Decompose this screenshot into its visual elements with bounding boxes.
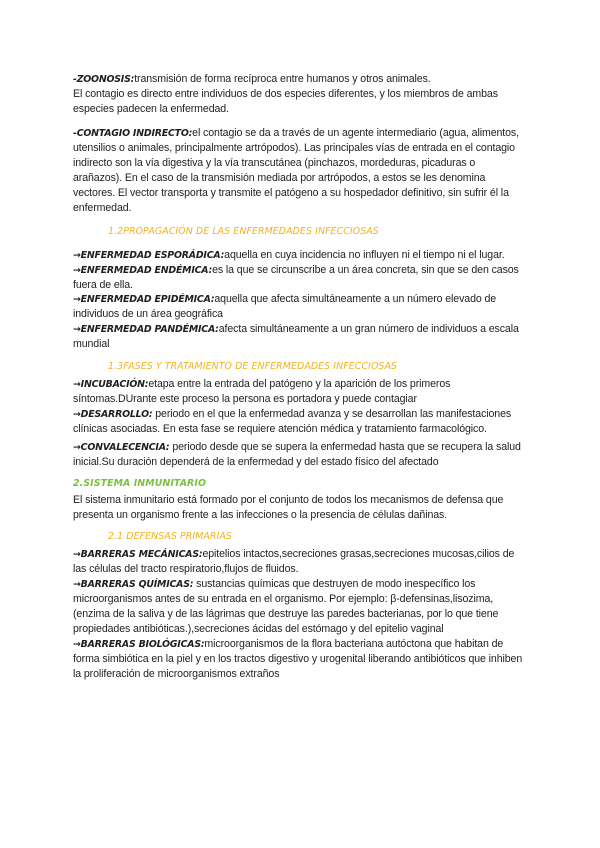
contagio-indirecto-text: el contagio se da a través de un agente intermediario (agua, alimentos, utensilios o animales, principalmente artrópodos). Las principales vías de entrada en el contagio indirecto son la vía digestiva y la vía transcutánea (pinchazos, mordeduras, picaduras o arañazos). En el caso de la transmisión mediada por artrópodos, a estos se les denomina vectores. El vector transporta y transmite el patógeno a su hospedador definitivo, sin sufrir él la enfermedad. <box>73 127 519 214</box>
item-term: →CONVALECENCIA: <box>73 442 170 453</box>
item-text: etapa entre la entrada del patógeno y la aparición de los primeros síntomas.DUrante este proceso la persona es portadora y puede contagiar <box>73 378 451 405</box>
zoonosis-text-2: El contagio es directo entre individuos de dos especies diferentes, y los miembros de ambas especies padecen la enfermedad. <box>73 88 498 115</box>
item-term: →ENFERMEDAD ESPORÁDICA: <box>73 250 225 261</box>
item-term: →INCUBACIÓN: <box>73 379 149 390</box>
item-text: sustancias químicas que destruyen de modo inespecífico los microorganismos antes de su entrada en el organismo. Por ejemplo: β-defensinas,lisozima,(enzima de la saliva y de las lágrimas que destruye las paredes bacterianas, por lo que tiene propiedades antibióticas.),secreciones ácidas del estómago y del epitelio vaginal <box>73 578 499 635</box>
sistema-inmunitario-paragraph: El sistema inmunitario está formado por el conjunto de todos los mecanismos de defensa que presenta un organismo frente a las infecciones o la presencia de células dañinas. <box>73 494 504 521</box>
item-text: afecta simultáneamente a un gran número de individuos a escala mundial <box>73 323 519 350</box>
section-heading-1-2: 1.2PROPAGACIÓN DE LAS ENFERMEDADES INFECCIOSAS <box>108 226 379 237</box>
zoonosis-paragraph <box>73 72 525 117</box>
item-term: →ENFERMEDAD EPIDÉMICA: <box>73 294 215 305</box>
zoonosis-text: transmisión de forma recíproca entre humanos y otros animales. <box>134 73 431 85</box>
item-endemica <box>73 263 525 293</box>
item-text: periodo en el que la enfermedad avanza y se desarrollan las manifestaciones clínicas asociadas. En esta fase se requiere atención médica y tratamiento farmacológico. <box>73 408 512 435</box>
item-esporadica <box>73 248 525 263</box>
item-barreras-quimicas <box>73 577 525 637</box>
item-term: →DESARROLLO: <box>73 409 153 420</box>
zoonosis-term: -ZOONOSIS: <box>73 74 135 85</box>
item-text: epitelios intactos,secreciones grasas,secreciones mucosas,cilios de las células del tracto respiratorio,flujos de fluidos. <box>73 548 515 575</box>
contagio-indirecto-paragraph <box>73 126 525 216</box>
section-heading-2: 2.SISTEMA INMUNITARIO <box>73 478 207 489</box>
item-text: aquella en cuya incidencia no influyen ni el tiempo ni el lugar. <box>224 249 505 261</box>
item-barreras-mecanicas <box>73 547 525 577</box>
contagio-indirecto-term: -CONTAGIO INDIRECTO: <box>73 128 193 139</box>
item-text: aquella que afecta simultáneamente a un número elevado de individuos de un área geográfica <box>73 293 497 320</box>
section-heading-2-1: 2.1 DEFENSAS PRIMARIAS <box>108 531 232 542</box>
item-convalecencia <box>73 440 525 470</box>
item-desarrollo <box>73 407 525 437</box>
item-text: es la que se circunscribe a un área concreta, sin que se den casos fuera de ella. <box>73 264 519 291</box>
item-term: →ENFERMEDAD ENDÉMICA: <box>73 265 213 276</box>
item-pandemica <box>73 322 525 352</box>
item-term: →BARRERAS QUÍMICAS: <box>73 579 194 590</box>
item-barreras-biologicas <box>73 637 525 682</box>
item-epidemica <box>73 292 525 322</box>
item-text: microorganismos de la flora bacteriana autóctona que habitan de forma simbiótica en la piel y en los tractos digestivo y urogenital liberando antibióticos que inhiben la proliferación de microorganismos extraños <box>73 638 523 680</box>
item-term: →BARRERAS BIOLÓGICAS: <box>73 639 205 650</box>
item-incubacion <box>73 377 525 407</box>
item-text: periodo desde que se supera la enfermedad hasta que se recupera la salud inicial.Su duración dependerá de la enfermedad y del estado físico del afectado <box>73 441 521 468</box>
item-term: →ENFERMEDAD PANDÉMICA: <box>73 324 219 335</box>
section-heading-1-3: 1.3FASES Y TRATAMIENTO DE ENFERMEDADES INFECCIOSAS <box>108 361 398 372</box>
item-term: →BARRERAS MECÁNICAS: <box>73 549 203 560</box>
